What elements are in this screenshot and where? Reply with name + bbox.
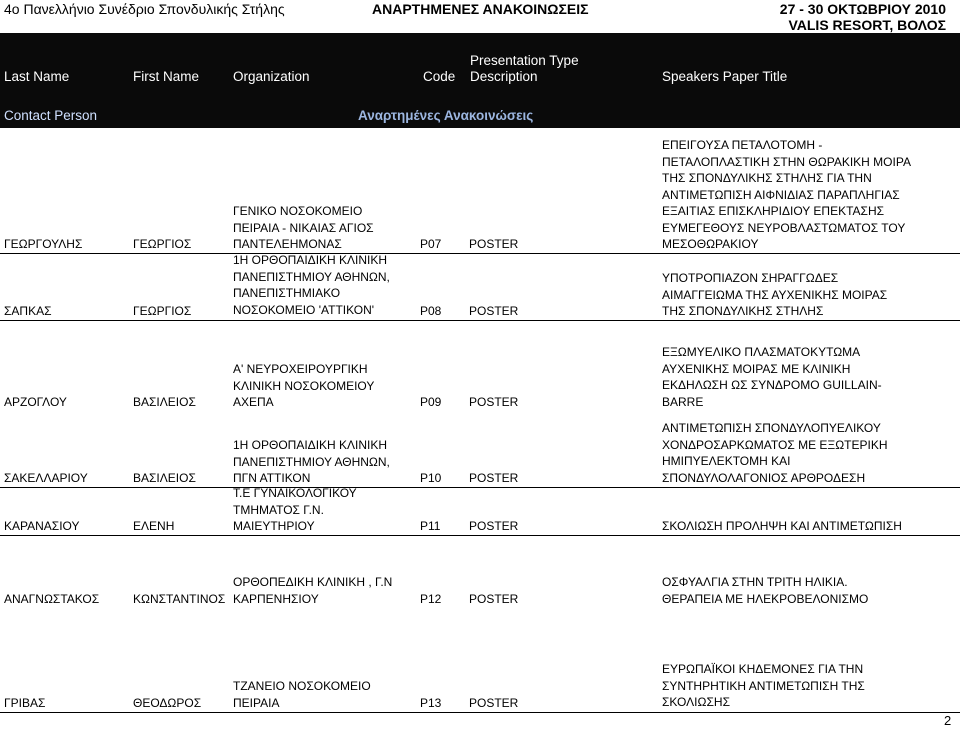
cell-organization: Τ.Ε ΓΥΝΑΙΚΟΛΟΓΙΚΟΥ ΤΜΗΜΑΤΟΣ Γ.Ν. ΜΑΙΕΥΤΗΡΙΟΥ [233,486,357,533]
cell-title: ΣΚΟΛΙΩΣΗ ΠΡΟΛΗΨΗ ΚΑΙ ΑΝΤΙΜΕΤΩΠΙΣΗ [662,519,902,533]
conference-title: 4ο Πανελλήνιο Συνέδριο Σπονδυλικής Στήλης [4,1,285,17]
col-header-last-name: Last Name [4,69,70,84]
cell-title: ΑΝΤΙΜΕΤΩΠΙΣΗ ΣΠΟΝΔΥΛΟΠΥΕΛΙΚΟΥ ΧΟΝΔΡΟΣΑΡΚΩΜΑΤΟΣ ΜΕ ΕΞΩΤΕΡΙΚΗ ΗΜΙΠΥΕΛΕΚΤΟΜΗ ΚΑΙ ΣΠΟΝΔΥΛΟΛΑΓΟΝΙΟΣ ΑΡΘΡΟΔΕΣΗ [662,421,888,485]
cell-code: P07 [420,237,442,251]
cell-type: POSTER [469,304,519,318]
col-header-first-name: First Name [133,69,200,84]
cell-type: POSTER [469,471,519,485]
cell-organization: ΟΡΘΟΠΕΔΙΚΗ ΚΛΙΝΙΚΗ , Γ.Ν ΚΑΡΠΕΝΗΣΙΟΥ [233,575,393,606]
col-header-speakers-paper-title: Speakers Paper Title [662,69,788,84]
row-divider [0,320,960,321]
cell-code: P12 [420,592,442,606]
cell-code: P11 [420,519,441,533]
cell-first-name: ΒΑΣΙΛΕΙΟΣ [133,471,196,485]
cell-organization: ΓΕΝΙΚΟ ΝΟΣΟΚΟΜΕΙΟ ΠΕΙΡΑΙΑ - ΝΙΚΑΙΑΣ ΑΓΙΟΣ ΠΑΝΤΕΛΕΗΜΟΝΑΣ [233,204,374,251]
cell-code: P10 [420,471,442,485]
cell-first-name: ΕΛΕΝΗ [133,519,175,533]
page-top-bar [0,0,960,33]
row-divider [0,253,960,254]
cell-code: P08 [420,304,442,318]
cell-type: POSTER [469,592,519,606]
col-header-contact-person: Contact Person [4,108,98,123]
cell-last-name: ΚΑΡΑΝΑΣΙΟΥ [4,519,80,533]
cell-first-name: ΘΕΟΔΩΡΟΣ [133,696,202,710]
cell-last-name: ΑΡΖΟΓΛΟΥ [4,395,67,409]
cell-first-name: ΓΕΩΡΓΙΟΣ [133,304,192,318]
cell-organization: ΤΖΑΝΕΙΟ ΝΟΣΟΚΟΜΕΙΟ ΠΕΙΡΑΙΑ [233,679,371,710]
page-number: 2 [944,713,952,728]
cell-title: ΕΥΡΩΠΑΪΚΟΙ ΚΗΔΕΜΟΝΕΣ ΓΙΑ ΤΗΝ ΣΥΝΤΗΡΗΤΙΚΗ ΑΝΤΙΜΕΤΩΠΙΣΗ ΤΗΣ ΣΚΟΛΙΩΣΗΣ [662,662,865,709]
col-header-description: Description [470,69,538,84]
row-divider [0,712,960,713]
cell-last-name: ΓΕΩΡΓΟΥΛΗΣ [4,237,83,251]
cell-title: ΥΠΟΤΡΟΠΙΑΖΟΝ ΣΗΡΑΓΓΩΔΕΣ ΑΙΜΑΓΓΕΙΩΜΑ ΤΗΣ ΑΥΧΕΝΙΚΗΣ ΜΟΙΡΑΣ ΤΗΣ ΣΠΟΝΔΥΛΙΚΗΣ ΣΤΗΛΗΣ [662,271,888,318]
cell-title: ΟΣΦΥΑΛΓΙΑ ΣΤΗΝ ΤΡΙΤΗ ΗΛΙΚΙΑ. ΘΕΡΑΠΕΙΑ ΜΕ ΗΛΕΚΡΟΒΕΛΟΝΙΣΜΟ [662,575,869,606]
row-divider [0,487,960,488]
cell-type: POSTER [469,395,519,409]
col-header-code: Code [423,69,456,84]
cell-title: ΕΞΩΜΥΕΛΙΚΟ ΠΛΑΣΜΑΤΟΚΥΤΩΜΑ ΑΥΧΕΝΙΚΗΣ ΜΟΙΡΑΣ ΜΕ ΚΛΙΝΙΚΗ ΕΚΔΗΛΩΣΗ ΩΣ ΣΥΝΔΡΟΜΟ GUILLAIN- BARRE [662,345,882,409]
cell-last-name: ΓΡΙΒΑΣ [4,696,46,710]
cell-last-name: ΑΝΑΓΝΩΣΤΑΚΟΣ [4,592,100,606]
cell-organization: 1Η ΟΡΘΟΠΑΙΔΙΚΗ ΚΛΙΝΙΚΗ ΠΑΝΕΠΙΣΤΗΜΙΟΥ ΑΘΗΝΩΝ, ΠΓΝ ΑΤΤΙΚΟΝ [233,438,390,485]
cell-last-name: ΣΑΚΕΛΛΑΡΙΟΥ [4,471,88,485]
cell-first-name: ΚΩΝΣΤΑΝΤΙΝΟΣ [133,592,226,606]
cell-title: ΕΠΕΙΓΟΥΣΑ ΠΕΤΑΛΟΤΟΜΗ - ΠΕΤΑΛΟΠΛΑΣΤΙΚΗ ΣΤΗΝ ΘΩΡΑΚΙΚΗ ΜΟΙΡΑ ΤΗΣ ΣΠΟΝΔΥΛΙΚΗΣ ΣΤΗΛΗΣ ΓΙΑ ΤΗΝ ΑΝΤΙΜΕΤΩΠΙΣΗ ΑΙΦΝΙΔΙΑΣ ΠΑΡΑΠΛΗΓΙΑΣ ΕΞΑΙΤΙΑΣ ΕΠΙΣΚΛΗΡΙΔΙΟΥ ΕΠΕΚΤΑΣΗΣ ΕΥΜΕΓΕΘΟΥΣ ΝΕΥΡΟΒΛΑΣΤΩΜΑΤΟΣ ΤΟΥ ΜΕΣΟΘΩΡΑΚΙΟΥ [662,138,911,251]
cell-first-name: ΓΕΩΡΓΙΟΣ [133,237,192,251]
group-title: Αναρτημένες Ανακοινώσεις [358,108,534,123]
conference-dates: 27 - 30 ΟΚΤΩΒΡΙΟΥ 2010 [779,1,946,17]
table-header [0,33,960,128]
cell-type: POSTER [469,237,519,251]
row-divider [0,535,960,536]
cell-organization: 1Η ΟΡΘΟΠΑΙΔΙΚΗ ΚΛΙΝΙΚΗ ΠΑΝΕΠΙΣΤΗΜΙΟΥ ΑΘΗΝΩΝ, ΠΑΝΕΠΙΣΤΗΜΙΑΚΟ ΝΟΣΟΚΟΜΕΙΟ 'ΑΤΤΙΚΟΝ' [233,253,390,317]
conference-venue: VALIS RESORT, ΒΟΛΟΣ [788,17,946,33]
section-title: ΑΝΑΡΤΗΜΕΝΕΣ ΑΝΑΚΟΙΝΩΣΕΙΣ [372,1,589,17]
col-header-organization: Organization [233,69,310,84]
col-header-presentation-type: Presentation Type [470,53,579,68]
cell-code: P13 [420,696,442,710]
cell-type: POSTER [469,519,519,533]
cell-first-name: ΒΑΣΙΛΕΙΟΣ [133,395,196,409]
cell-organization: Α' ΝΕΥΡΟΧΕΙΡΟΥΡΓΙΚΗ ΚΛΙΝΙΚΗ ΝΟΣΟΚΟΜΕΙΟΥ ΑΧΕΠΑ [233,362,375,409]
cell-type: POSTER [469,696,519,710]
cell-code: P09 [420,395,442,409]
cell-last-name: ΣΑΠΚΑΣ [4,304,52,318]
